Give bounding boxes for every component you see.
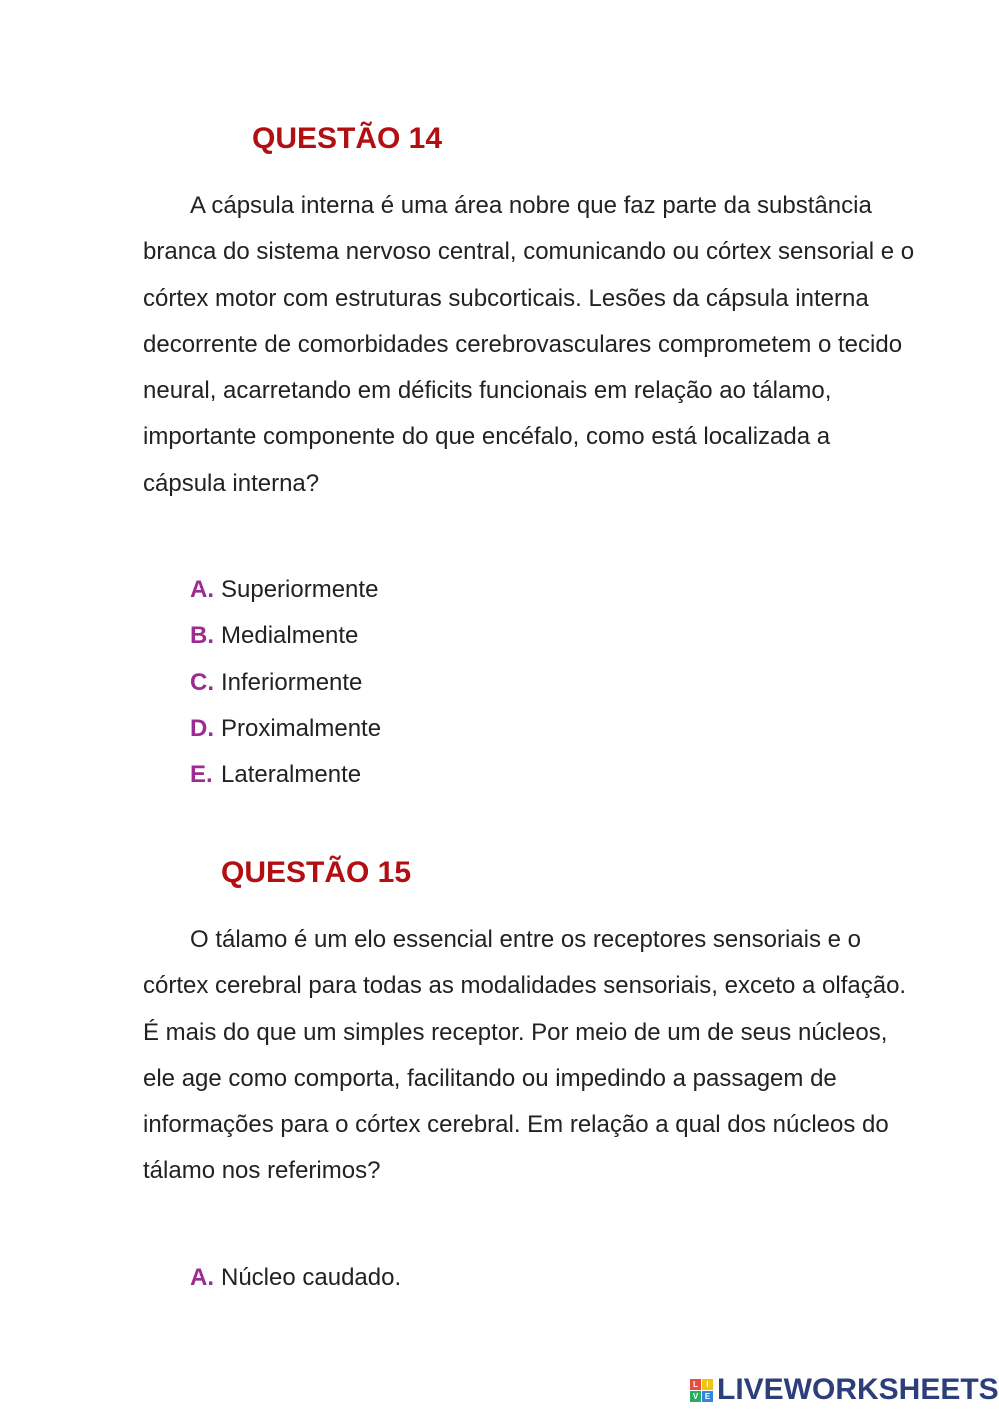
option-text: Medialmente (221, 622, 359, 650)
option-text: Superiormente (221, 576, 379, 603)
question-15-options (190, 1255, 401, 1301)
option-letter: C. (190, 668, 214, 696)
question-15-text: O tálamo é um elo essencial entre os receptores sensoriais e o córtex cerebral para todas as modalidades sensoriais, exceto a olfação. É mais do que um simples receptor. Por meio de um de seus núcleos, ele age como comporta, facilitando ou impedindo a passagem de informações para o córtex cerebral. Em relação a qual dos núcleos do tálamo nos referimos? (143, 926, 907, 1185)
option-letter: E. (190, 761, 213, 789)
option-letter: A. (190, 576, 214, 603)
liveworksheets-logo-icon (690, 1379, 713, 1402)
option-e[interactable] (190, 752, 381, 798)
liveworksheets-logo[interactable] (690, 1370, 999, 1410)
option-letter: D. (190, 714, 214, 742)
option-letter: A. (190, 1264, 214, 1291)
question-14-text: A cápsula interna é uma área nobre que faz parte da substância branca do sistema nervoso central, comunicando ou córtex sensorial e o córtex motor com estruturas subcorticais. Lesões da cápsula interna decorrente de comorbidades cerebrovasculares comprometem o tecido neural, acarretando em déficits funcionais em relação ao tálamo, importante componente do que encéfalo, como está localizada a cápsula interna? (143, 192, 915, 497)
question-14-title: QUESTÃO 14 (252, 122, 443, 155)
option-a[interactable] (190, 567, 381, 613)
option-a[interactable] (190, 1255, 401, 1301)
logo-letter-e: E (702, 1391, 713, 1402)
logo-letter-i: I (702, 1379, 713, 1390)
logo-letter-l: L (690, 1379, 701, 1390)
liveworksheets-wordmark: LIVEWORKSHEETS (717, 1373, 999, 1406)
option-c[interactable] (190, 660, 381, 706)
option-letter: B. (190, 622, 214, 650)
logo-letter-v: V (690, 1391, 701, 1402)
option-d[interactable] (190, 706, 381, 752)
question-15-title: QUESTÃO 15 (221, 856, 412, 889)
option-text: Núcleo caudado. (221, 1264, 402, 1291)
option-text: Lateralmente (221, 761, 362, 789)
option-text: Inferiormente (221, 668, 363, 696)
option-text: Proximalmente (221, 714, 382, 742)
question-14-options (190, 567, 381, 798)
option-b[interactable] (190, 613, 381, 659)
